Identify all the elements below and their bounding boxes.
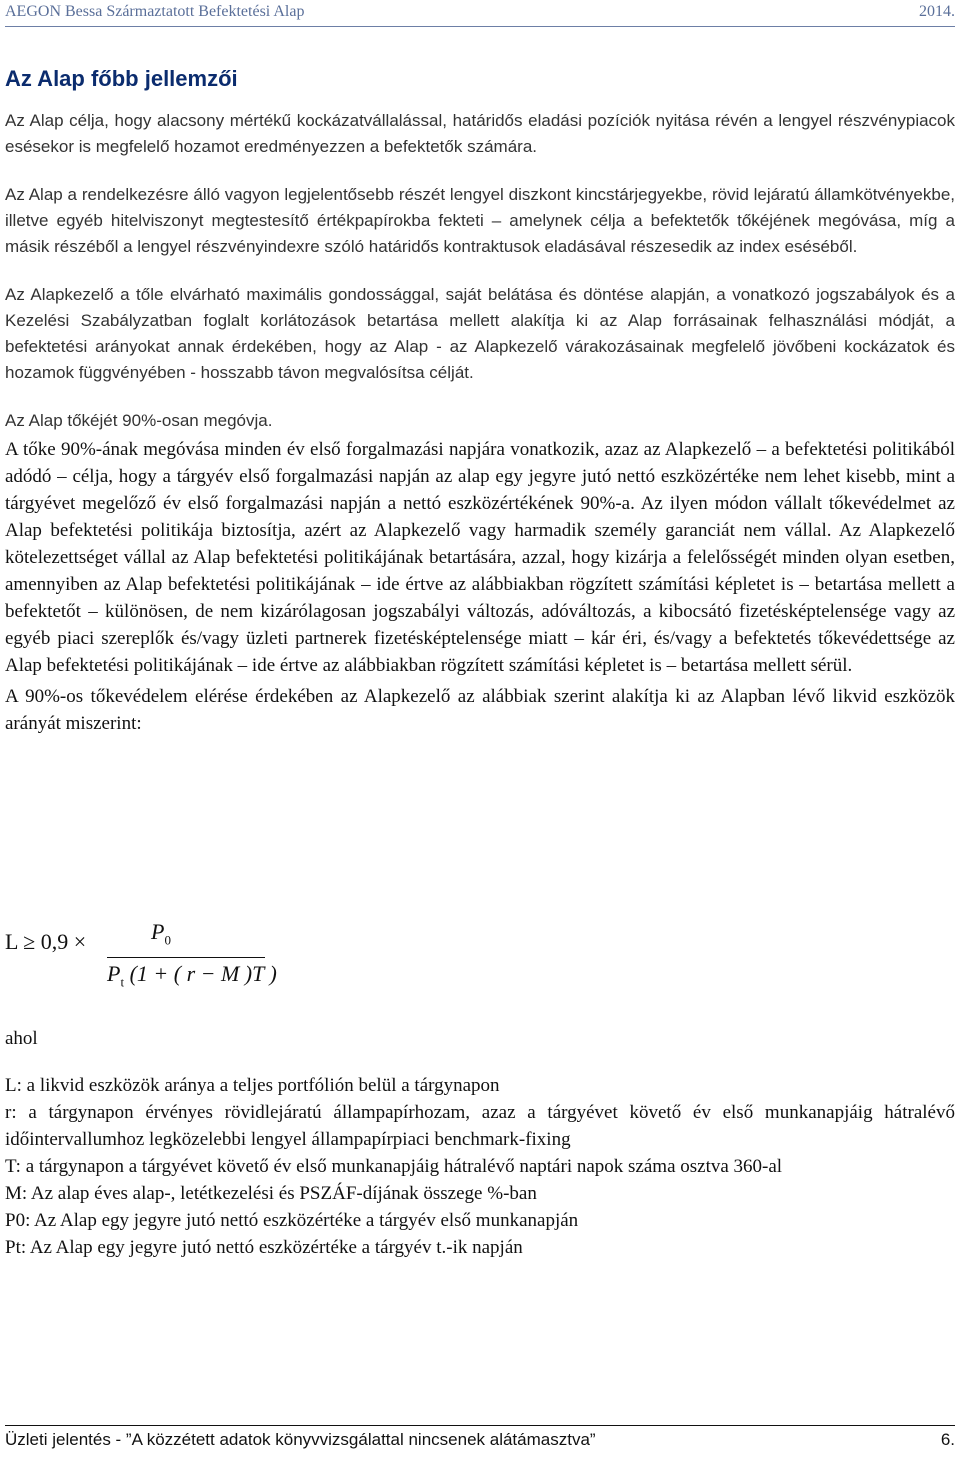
formula-denominator: $P_t$ (1 + ( r − M )T ) [107,961,277,990]
definition-L: L: a likvid eszközök aránya a teljes portfólión belül a tárgynapon [5,1075,500,1096]
ahol-label: ahol [5,1028,38,1049]
page-number: 6. [940,1430,955,1449]
definition-M: M: Az alap éves alap-, letétkezelési és PSZÁF-díjának összege %-ban [5,1183,537,1204]
main-content [5,66,955,737]
page-header [5,0,955,27]
paragraph-protection-details: A tőke 90%-ának megóvása minden év első forgalmazási napjára vonatkozik, azaz az Alapkezelő – a befektetési politikából adódó – célja, hogy a tárgyév első forgalmazási napján az alap egy jegyre jutó nettó eszközértéke nem lehet kisebb, mint a tárgyévet megelőző év első forgalmazási napján a nettó eszközértékének 90%-a. Az ilyen módon vállalt tőkevédelmet az Alap befektetési politikája biztosítja, azért az Alapkezelő vagy harmadik személy garanciát nem vállal. Az Alapkezelő kötelezettséget vállal az Alap befektetési politikájának betartására, azzal, hogy kizárja a felelősségét minden olyan esetben, amennyiben az Alap befektetési politikájának – ide értve az alábbiakban rögzített számítási képletet is – betartása mellett a befektetőt – különösen, de nem kizárólagosan jogszabályi változás, adóváltozás, a kibocsátó fizetésképtelensége vagy az egyéb piaci szereplők és/vagy üzleti partnerek fizetésképtelensége miatt – kár éri, és/vagy a befektetés tőkevédettsége az Alap befektetési politikájának – ide értve az alábbiakban rögzített számítási képletet is – betartása mellett sérül. [5,439,955,676]
paragraph-manager: Az Alapkezelő a tőle elvárható maximális gondossággal, saját belátása és döntése alapján, a vonatkozó jogszabályok és a Kezelési Szabályzatban foglalt korlátozások betartása mellett alakítja ki az Alap forrásainak felhasználási módját, a befektetési arányokat annak érdekében, hogy az Alap - az Alapkezelő várakozásainak megfelelő jövőbeni kockázatok és hozamok függvényében - hosszabb távon megvalósítsa célját. [5,285,955,382]
formula-lhs: L ≥ 0,9 × [5,929,87,954]
definition-P0: P0: Az Alap egy jegyre jutó nettó eszközértéke a tárgyév első munkanapján [5,1210,579,1231]
section-heading: Az Alap főbb jellemzői [5,66,238,91]
fraction-line [107,957,265,958]
header-year: 2014. [919,3,955,20]
paragraph-protection: Az Alap tőkéjét 90%-osan megóvja. [5,411,273,430]
definition-T: T: a tárgynapon a tárgyévet követő év első munkanapjáig hátralévő naptári napok száma osztva 360-al [5,1156,783,1177]
paragraph-assets: Az Alap a rendelkezésre álló vagyon legjelentősebb részét lengyel diszkont kincstárjegyekbe, rövid lejáratú államkötvényekbe, illetve egyéb hitelviszonyt megtestesítő értékpapírokba fekteti – amelynek célja a befektetők tőkéjének megóvása, míg a másik részéből a lengyel részvényindexre szóló határidős kontraktusok eladásával részesedik az index eséséből. [5,185,955,256]
paragraph-liquid-ratio: A 90%-os tőkevédelem elérése érdekében az Alapkezelő az alábbiak szerint alakítja ki az Alapban lévő likvid eszközök arányát miszerint: [5,686,955,734]
formula-numerator: $P_0$ [151,919,171,948]
definitions-list [5,1072,955,1261]
definition-Pt: Pt: Az Alap egy jegyre jutó nettó eszközértéke a tárgyév t.-ik napján [5,1237,523,1258]
protection-formula [5,919,405,995]
paragraph-goal: Az Alap célja, hogy alacsony mértékű kockázatvállalással, határidős eladási pozíciók nyitása révén a lengyel részvénypiacok esésekor is megfelelő hozamot eredményezzen a befektetők számára. [5,111,955,156]
page-footer [5,1425,955,1456]
header-title: AEGON Bessa Származtatott Befektetési Alap [5,3,305,20]
definition-r: r: a tárgynapon érvényes rövidlejáratú állampapírhozam, azaz a tárgyévet követő év első munkanapjáig hátralévő időintervallumhoz legközelebbi lengyel állampapírpiaci benchmark-fixing [5,1102,955,1150]
footer-text: Üzleti jelentés - ”A közzétett adatok könyvvizsgálattal nincsenek alátámasztva” [5,1430,596,1449]
